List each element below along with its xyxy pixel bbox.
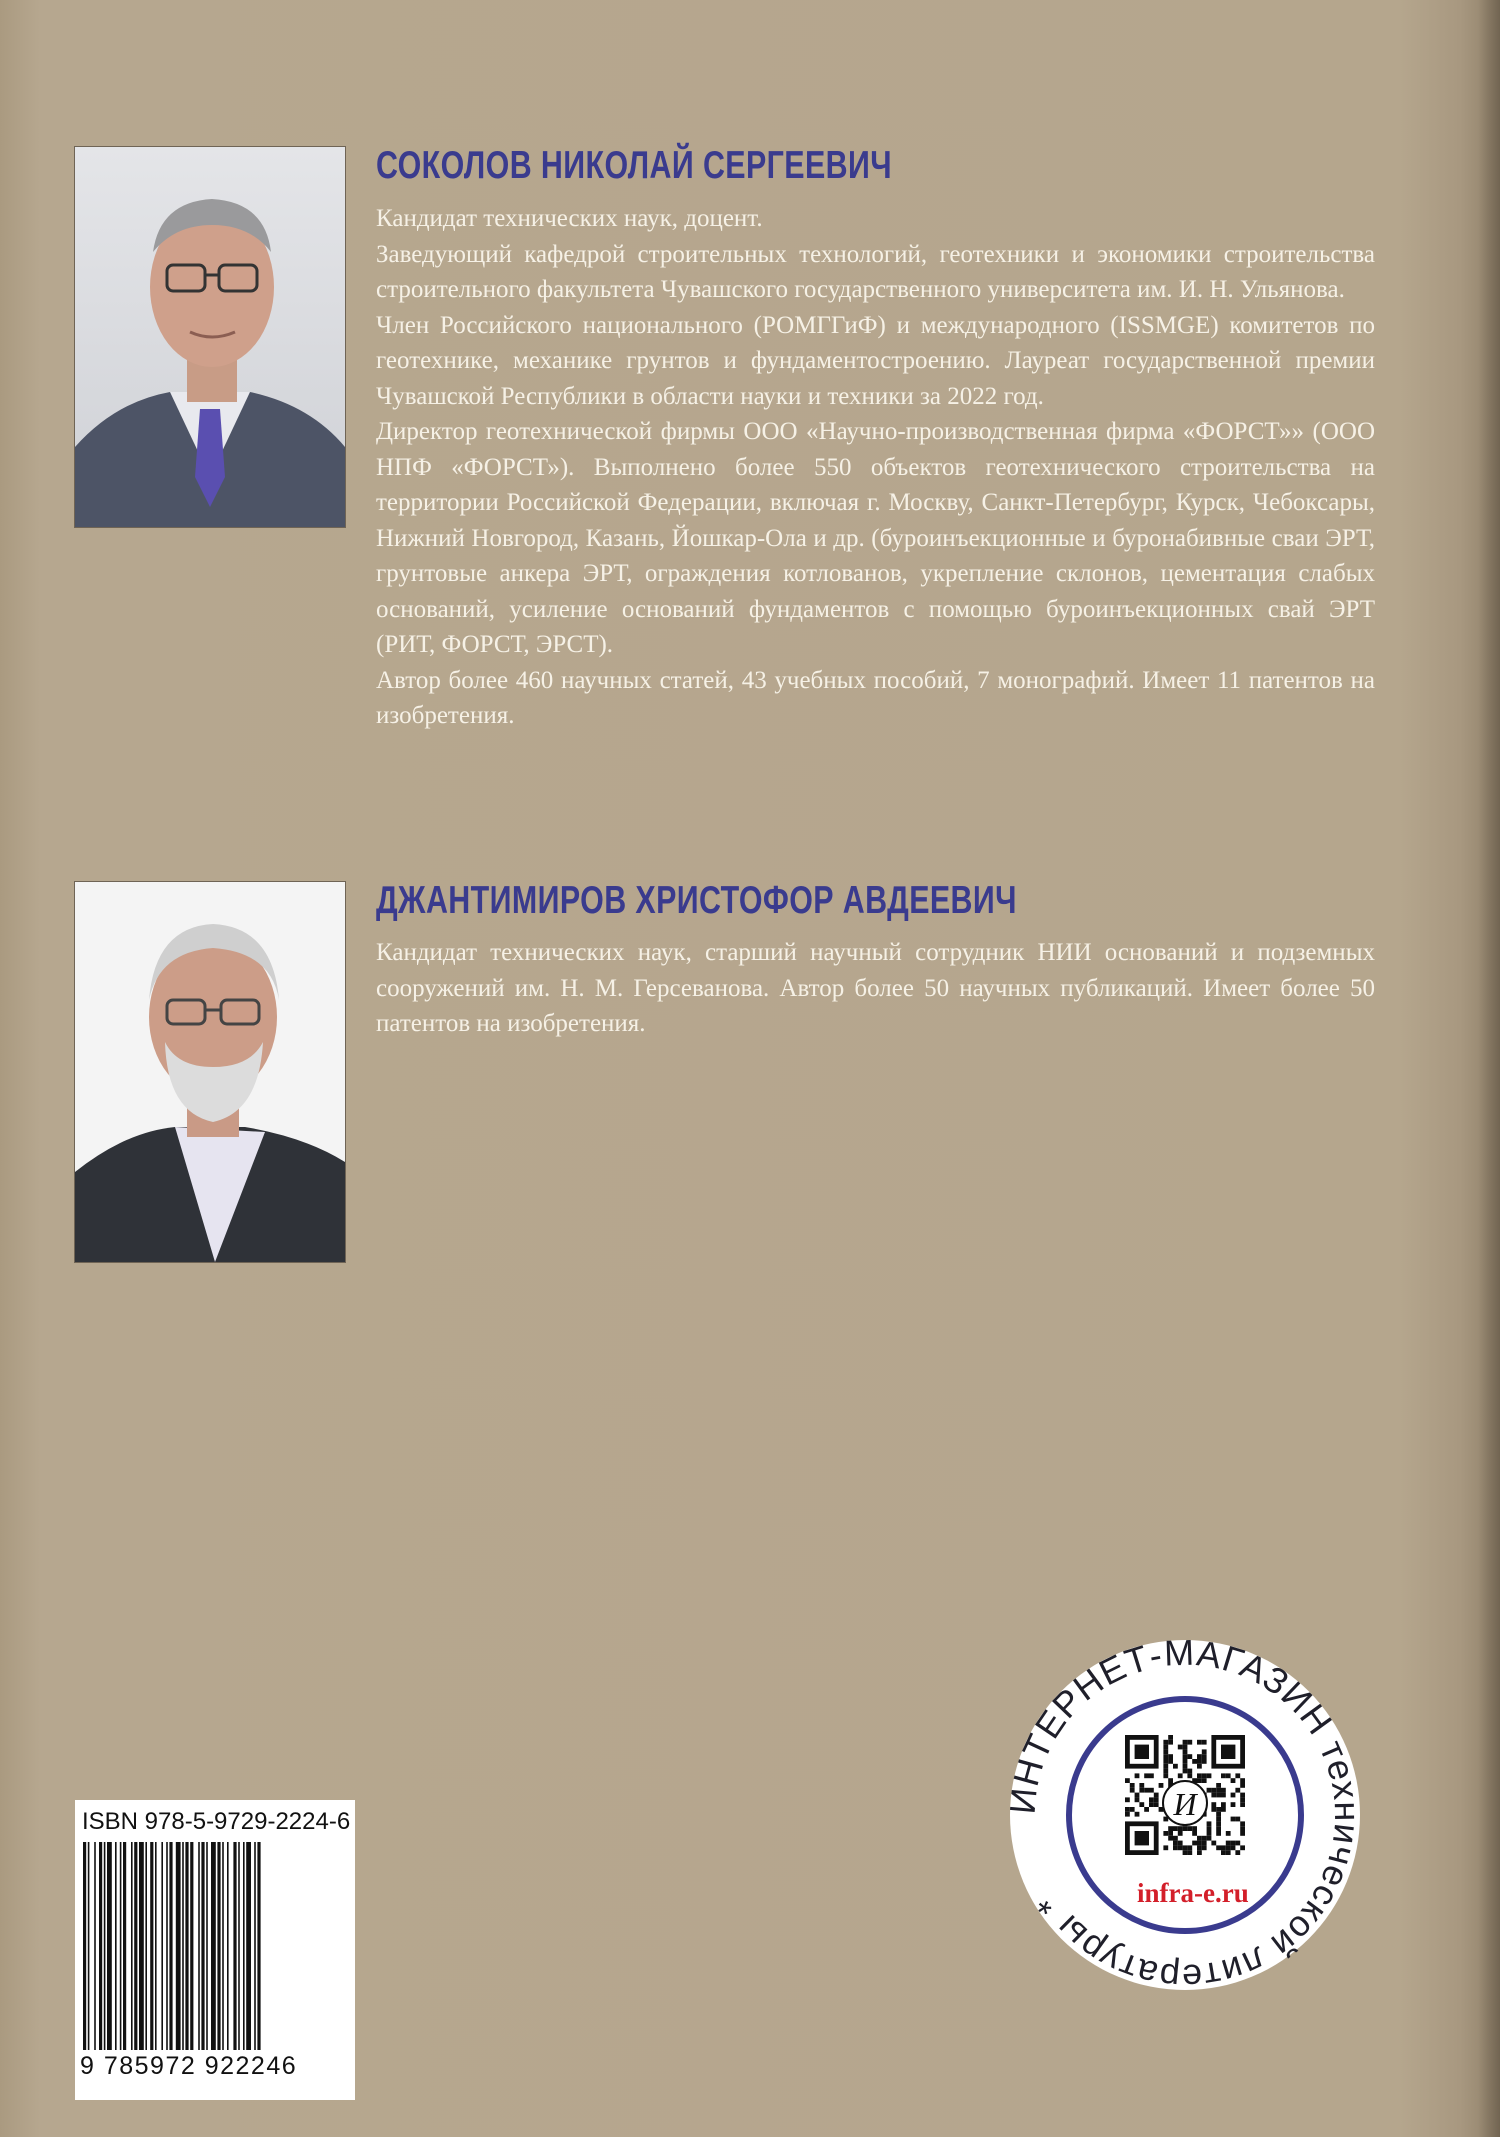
- author-1-name: СОКОЛОВ НИКОЛАЙ СЕРГЕЕВИЧ: [376, 144, 893, 187]
- cover-edge-shadow: [1478, 0, 1500, 2137]
- badge-ring-text: ИНТЕРНЕТ-МАГАЗИН технической литературы *: [1005, 1635, 1365, 1995]
- author-portrait-icon: [75, 882, 345, 1262]
- barcode-digits: 9 785972 922246: [80, 2052, 298, 2080]
- author-2-bio-paragraph: Кандидат технических наук, старший научный сотрудник НИИ оснований и подземных сооружений им. Н. М. Герсеванова. Автор более 50 научных публикаций. Имеет более 50 патентов на изобретения.: [376, 939, 1375, 1037]
- author-1-bio-paragraph: Директор геотехнической фирмы ООО «Научно-производственная фирма «ФОРСТ»» (ООО НПФ «ФОРСТ»). Выполнено более 550 объектов геотехнического строительства на территории Российской Федерации, включая г. Москву, Санкт-Петербург, Курск, Чебоксары, Нижний Новгород, Казань, Йошкар-Ола и др. (буроинъекционные и буронабивные сваи ЭРТ, грунтовые анкера ЭРТ, ограждения котлованов, укрепление склонов, цементация слабых оснований, усиление оснований фундаментов с помощью буроинъекционных свай ЭРТ (РИТ, ФОРСТ, ЭРСТ).: [376, 418, 1375, 658]
- author-1-bio-paragraph: Член Российского национального (РОМГГиФ) и международного (ISSMGE) комитетов по геотехнике, механике грунтов и фундаментостроению. Лауреат государственной премии Чувашской Республики в области науки и техники за 2022 год.: [376, 311, 1375, 410]
- author-portrait-icon: [75, 147, 345, 527]
- author-2-bio: [376, 935, 1375, 1042]
- author-1-bio-paragraph: Автор более 460 научных статей, 43 учебных пособий, 7 монографий. Имеет 11 патентов на изобретения.: [376, 666, 1375, 729]
- store-badge-seal: [1005, 1635, 1365, 1995]
- isbn-label: ISBN 978-5-9729-2224-6: [82, 1808, 351, 1835]
- author-1-bio-paragraph: Кандидат технических наук, доцент.: [376, 205, 763, 232]
- author-2-photo: [74, 881, 346, 1263]
- author-1-photo: [74, 146, 346, 528]
- store-badge[interactable]: [1005, 1635, 1365, 1995]
- author-2-name: ДЖАНТИМИРОВ ХРИСТОФОР АВДЕЕВИЧ: [376, 879, 1017, 922]
- author-1-bio-paragraph: Заведующий кафедрой строительных технологий, геотехники и экономики строительства строительного факультета Чувашского государственного университета им. И. Н. Ульянова.: [376, 240, 1375, 303]
- author-1-bio: [376, 201, 1375, 734]
- badge-center-letter: И: [1173, 1786, 1197, 1822]
- store-url-link[interactable]: infra-e.ru: [1137, 1878, 1249, 1908]
